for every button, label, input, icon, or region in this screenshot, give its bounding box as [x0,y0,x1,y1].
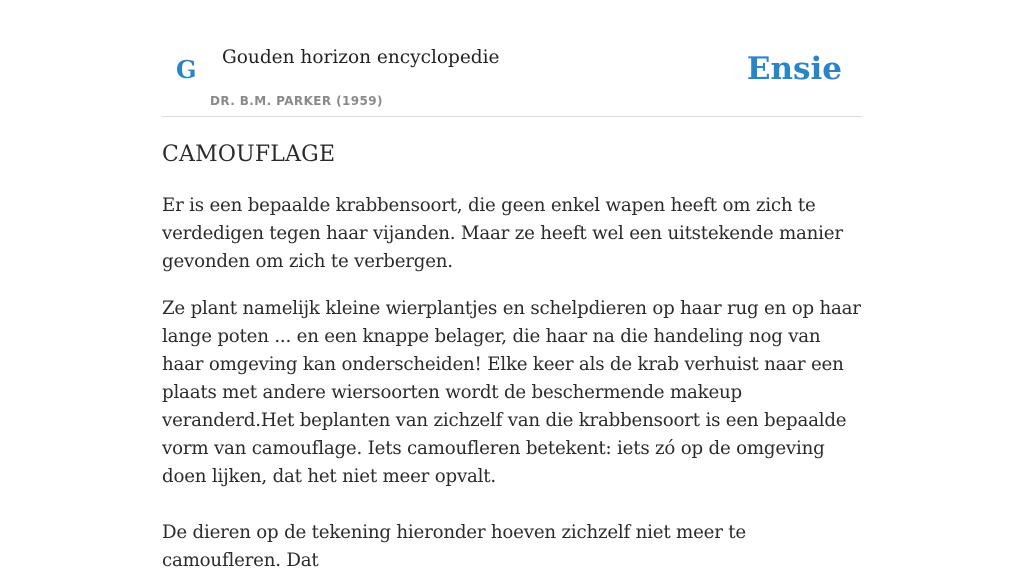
author-label: DR. B.M. PARKER (1959) [210,94,383,108]
source-title[interactable]: Gouden horizon encyclopedie [222,47,500,68]
article-paragraph: Er is een bepaalde krabbensoort, die geen enkel wapen heeft om zich te verdedigen tegen haar vijanden. Maar ze heeft wel een uitstekende manier gevonden om zich te verbergen. [162,195,843,272]
article-paragraph: De dieren op de tekening hieronder hoeven zichzelf niet meer te camoufleren. Dat [162,522,746,571]
article-title: CAMOUFLAGE [162,142,336,167]
page-header [162,0,862,117]
article [162,138,862,575]
ensie-logo[interactable]: Ensie [746,51,842,87]
article-paragraph: Ze plant namelijk kleine wierplantjes en schelpdieren op haar rug en op haar lange poten ... en een knappe belager, die haar na die handeling nog van haar omgeving kan onderscheiden! Elke keer als de krab verhuist naar een plaats met andere wiersoorten wordt de beschermende makeup veranderd.Het beplanten van zichzelf van die krabbensoort is een bepaalde vorm van camouflage. Iets camoufleren betekent: iets zó op de omgeving doen lijken, dat het niet meer opvalt. [162,298,861,487]
source-logo-icon[interactable]: G [176,55,197,84]
